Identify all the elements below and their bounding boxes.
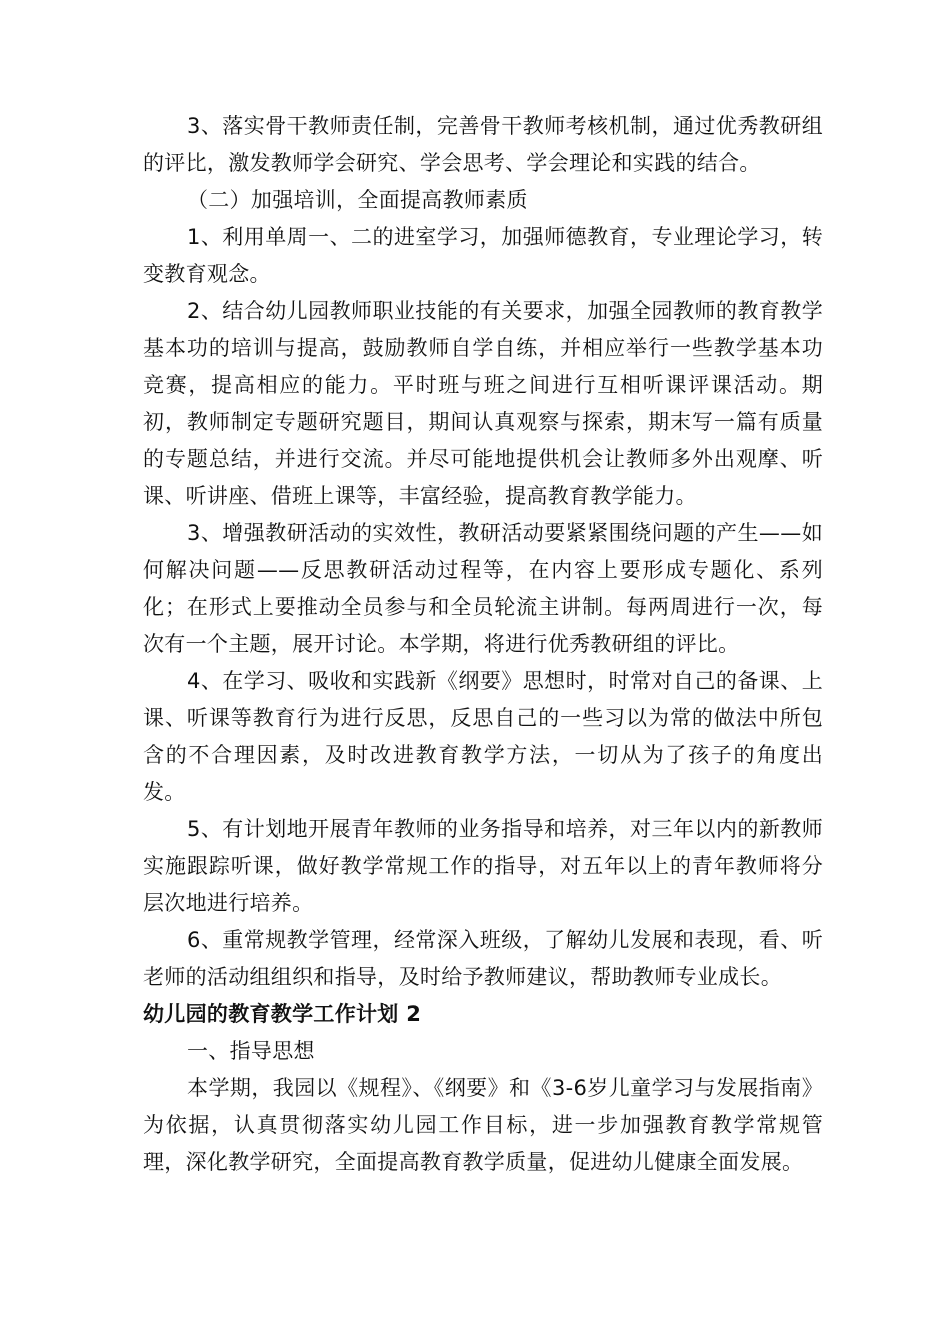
paragraph-item-2-skills: 2、结合幼儿园教师职业技能的有关要求，加强全园教师的教育教学基本功的培训与提高，鼓励教师自学自练，并相应举行一些教学基本功竞赛，提高相应的能力。平时班与班之间进行互相听课评课活动。期初，教师制定专题研究题目，期间认真观察与探索，期末写一篇有质量的专题总结，并进行交流。并尽可能地提供机会让教师多外出观摩、听课、听讲座、借班上课等，丰富经验，提高教育教学能力。 (143, 299, 823, 508)
paragraph-item-1-study: 1、利用单周一、二的进室学习，加强师德教育，专业理论学习，转变教育观念。 (143, 225, 823, 286)
paragraph-item-4-reflection: 4、在学习、吸收和实践新《纲要》思想时，时常对自己的备课、上课、听课等教育行为进行反思，反思自己的一些习以为常的做法中所包含的不合理因素，及时改进教育教学方法，一切从为了孩子的角度出发。 (143, 669, 823, 804)
paragraph-item-3-backbone: 3、落实骨干教师责任制，完善骨干教师考核机制，通过优秀教研组的评比，激发教师学会研究、学会思考、学会理论和实践的结合。 (143, 114, 823, 175)
document-body (143, 108, 823, 1181)
document-heading-plan-2: 幼儿园的教育教学工作计划 2 (143, 1002, 422, 1026)
paragraph-item-3-research: 3、增强教研活动的实效性，教研活动要紧紧围绕问题的产生——如何解决问题——反思教研活动过程等，在内容上要形成专题化、系列化；在形式上要推动全员参与和全员轮流主讲制。每两周进行一次，每次有一个主题，展开讨论。本学期，将进行优秀教研组的评比。 (143, 521, 823, 656)
paragraph-item-6-management: 6、重常规教学管理，经常深入班级，了解幼儿发展和表现，看、听老师的活动组组织和指导，及时给予教师建议，帮助教师专业成长。 (143, 928, 823, 989)
paragraph-item-5-young-teachers: 5、有计划地开展青年教师的业务指导和培养，对三年以内的新教师实施跟踪听课，做好教学常规工作的指导，对五年以上的青年教师将分层次地进行培养。 (143, 817, 823, 915)
section-subheading-training: （二）加强培训，全面提高教师素质 (187, 188, 528, 212)
paragraph-guiding-ideas: 本学期，我园以《规程》、《纲要》和《3-6岁儿童学习与发展指南》为依据，认真贯彻落实幼儿园工作目标，进一步加强教育教学常规管理，深化教学研究，全面提高教育教学质量，促进幼儿健康全面发展。 (143, 1076, 823, 1174)
section-subheading-guiding-ideas: 一、指导思想 (187, 1039, 315, 1063)
